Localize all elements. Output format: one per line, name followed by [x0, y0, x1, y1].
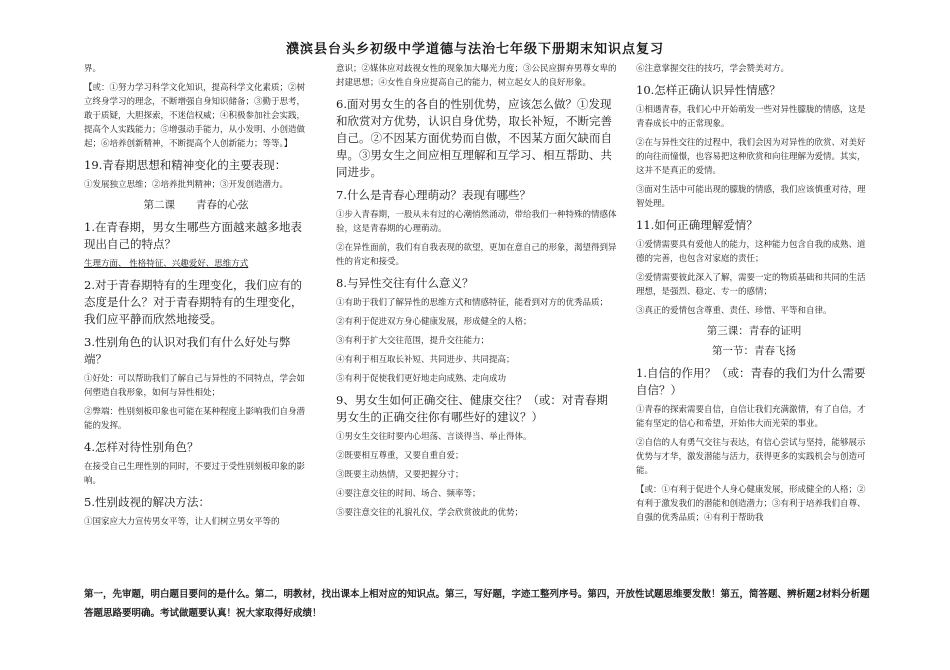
- paragraph: ②在异性面前，我们有自我表现的欲望，更加在意自己的形象，渴望得到异性的肯定和接受。: [336, 243, 617, 267]
- column-3: [636, 62, 872, 530]
- paragraph: 【或：①有利于促进个人身心健康发展，形成健全的人格；②有利于激发我们的潜能和创造潜力；③有利于培养我们自尊、自强的优秀品质；④有利于帮助我: [636, 485, 866, 523]
- paragraph: 生理方面、 性格特征、兴趣爱好、思维方式: [84, 259, 249, 269]
- question-heading: 11.如何正确理解爱情？: [636, 218, 758, 232]
- paragraph: ④要注意交往的时间、场合、频率等；: [336, 489, 481, 499]
- column-2: [336, 62, 618, 525]
- page-title: 濮滨县台头乡初级中学道德与法治七年级下册期末知识点复习: [285, 42, 664, 57]
- question-heading: 1.在青春期，男女生哪些方面越来越多地表现出自己的特点？: [84, 220, 302, 251]
- paragraph: ①男女生交往时要内心坦荡、言谈得当、举止得体。: [336, 432, 532, 442]
- paragraph: ③面对生活中可能出现的朦胧的情感，我们应该慎重对待，理智处理。: [636, 185, 866, 209]
- paragraph: ①好处：可以帮助我们了解自己与异性的不同特点，学会如何塑造自我形象，如何与异性相处；: [84, 374, 306, 398]
- paragraph: ⑥注意掌握交往的技巧，学会赞美对方。: [636, 64, 790, 74]
- question-heading: 7.什么是青春心理萌动？表现有哪些？: [336, 188, 531, 202]
- paragraph: ②弊端：性别刻板印象也可能在某种程度上影响我们自身潜能的发挥。: [84, 407, 306, 431]
- question-heading: 10.怎样正确认识异性情感？: [636, 83, 781, 97]
- paragraph: ②爱情需要彼此深入了解，需要一定的物质基础和共同的生活理想，是强烈、稳定、专一的感情；: [636, 273, 866, 297]
- paragraph: ②在与异性交往的过程中，我们会因为对异性的欣赏、对美好的向往而憧憬，也容易把这种欣赏和向往理解为爱情。其实，这并不是真正的爱情。: [636, 138, 866, 176]
- paragraph: 界。: [84, 64, 102, 74]
- paragraph: ⑤要注意交往的礼貌礼仪，学会欣赏彼此的优势；: [336, 508, 524, 518]
- paragraph: ①国家应大力宣传男女平等，让人们树立男女平等的: [84, 517, 280, 527]
- paragraph: ②有利于促进双方身心健康发展，形成健全的人格；: [336, 317, 532, 327]
- paragraph: ②自信的人有勇气交往与表达，有信心尝试与坚持，能够展示优势与才华，激发潜能与活力，获得更多的实践机会与创造可能。: [636, 438, 866, 476]
- question-heading: 9、男女生如何正确交往、健康交往？（或：对青春期男女生的正确交往你有哪些好的建议？）: [336, 393, 608, 424]
- paragraph: ③真正的爱情包含尊重、责任、珍惜、平等和自律。: [636, 306, 832, 316]
- paragraph: ①有助于我们了解异性的思维方式和情感特征，能看到对方的优秀品质；: [336, 298, 609, 308]
- paragraph: ①爱情需要具有爱他人的能力，这种能力包含自我的成熟、道德的完善，也包含对家庭的责任；: [636, 240, 866, 264]
- question-heading: 1.自信的作用？（或：青春的我们为什么需要自信？）: [636, 366, 866, 397]
- paragraph: ①相遇青春，我们心中开始萌发一些对异性朦胧的情感，这是青春成长中的正常现象。: [636, 105, 866, 129]
- paragraph: 意识；②媒体应对歧视女性的现象加大曝光力度；③公民应摒弃男尊女卑的封建思想；④女性自身应提高自己的能力，树立起女人的良好形象。: [336, 64, 617, 88]
- paragraph: ①步入青春期，一股从未有过的心潮悄然涌动，带给我们一种特殊的情感体验，这是青春期的心理萌动。: [336, 210, 617, 234]
- question-heading: 3.性别角色的认识对我们有什么好处与弊端？: [84, 335, 291, 366]
- paragraph: ⑤有利于促使我们更好地走向成熟、走向成功: [336, 374, 507, 384]
- question-heading: 2.对于青春期特有的生理变化，我们应有的态度是什么？对于青春期特有的生理变化，我们应平静而欣然地接受。: [84, 278, 303, 326]
- paragraph: 在接受自己生理性别的同时，不要过于受性别刻板印象的影响。: [84, 462, 306, 486]
- question-heading: 19.青春期思想和精神变化的主要表现：: [84, 158, 287, 172]
- section-heading: 第二课 青春的心弦: [143, 199, 249, 211]
- question-heading: 4.怎样对待性别角色？: [84, 440, 199, 454]
- section-heading: 第三课：青春的证明: [706, 325, 802, 337]
- paragraph: ④有利于相互取长补短、共同进步、共同提高；: [336, 355, 515, 365]
- paragraph: ③有利于扩大交往范围，提升交往能力；: [336, 336, 490, 346]
- section-heading: 第一节：青春飞扬: [712, 345, 796, 357]
- paragraph: ③既要主动热情，又要把握分寸；: [336, 470, 464, 480]
- question-heading: 5.性别歧视的解决方法：: [84, 495, 210, 509]
- paragraph: ②既要相互尊重，又要自重自爱；: [336, 451, 464, 461]
- paragraph: ①青春的探索需要自信，自信让我们充满激情，有了自信，才能有坚定的信心和希望，开始伟大而光荣的事业。: [636, 405, 866, 429]
- paragraph: ①发展独立思维；②培养批判精神；③开发创造潜力。: [84, 180, 289, 190]
- question-heading: 8.与异性交往有什么意义？: [336, 276, 474, 290]
- exam-tips: 第一，先审题，明白题目要问的是什么。第二，明教材，找出课本上相对应的知识点。第三，写好题，字迹工整列序号。第四，开放性试题思维要发散！第五，简答题、辨析题2材料分析题答题思路要明确。考试做题要认真！祝大家取得好成绩！: [84, 589, 870, 619]
- column-1: [84, 62, 308, 534]
- paragraph: 【或：①努力学习科学文化知识，提高科学文化素质；②树立终身学习的理念，不断增强自身知识储备；③勤于思考，敢于质疑，大胆探索，不迷信权威；④积极参加社会实践，提高个人实践能力；⑤增强动手能力，从小发明、小创造做起；⑥培养创新精神，不断提高个人创新能力；等等。】: [84, 83, 306, 149]
- question-heading: 6.面对男女生的各自的性别优势，应该怎么做？①发现和欣赏对方优势，认识自身优势，取长补短，不断完善自己。②不因某方面优势而自傲，不因某方面欠缺而自卑。③男女生之间应相互理解和互学习、相互帮助、共同进步。: [336, 97, 612, 179]
